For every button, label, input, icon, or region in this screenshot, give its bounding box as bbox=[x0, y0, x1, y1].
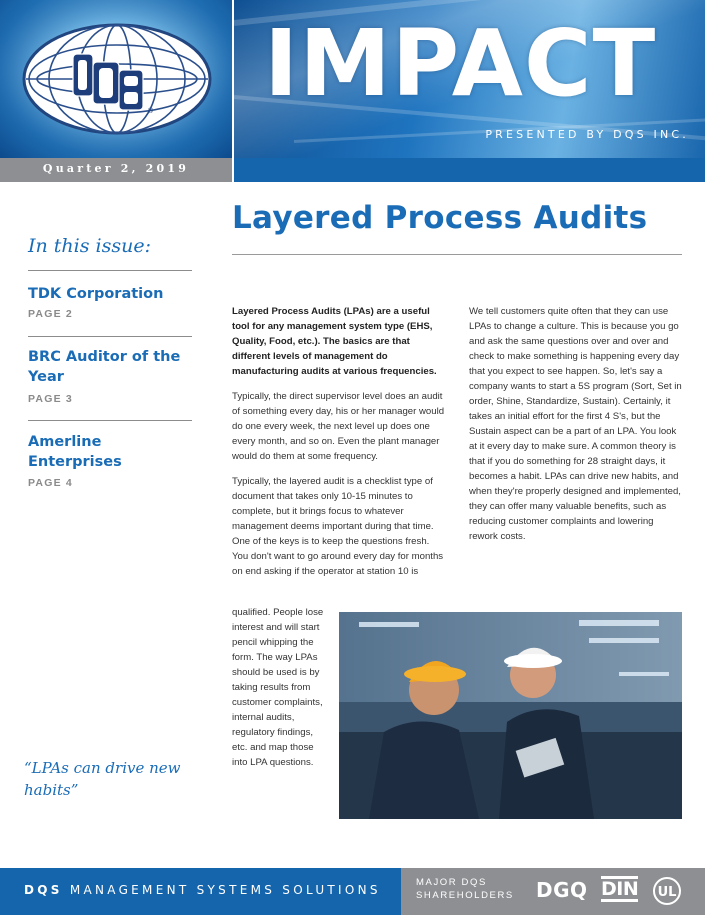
toc-item-brc[interactable]: BRC Auditor of the Year bbox=[28, 349, 181, 385]
article-column-1-wrap bbox=[232, 605, 324, 780]
article-paragraph: We tell customers quite often that they can use LPAs to change a culture. This is because you go and ask the same questions over and over and check to make something is happening every day that you expect to see happen. So, let's say a company wants to start a 5S program (Sort, Set in order, Shine, Standardize, Sustain). Certainly, it takes an initial effort for the first 4 S's, but the Sustain aspect can be a part of an LPA. You look at it every day to make sure. A common theory is that if you do something for 28 straight days, it becomes a habit. LPAs can drive new habits, and when they're properly designed and implemented, they can offer many valuable benefits, such as reducing customer complaints and lowering rework costs. bbox=[469, 306, 682, 542]
svg-text:®: ® bbox=[147, 107, 154, 115]
pull-quote: “LPAs can drive new habits” bbox=[24, 759, 181, 799]
toc-item-amerline[interactable]: Amerline Enterprises bbox=[28, 434, 122, 470]
article-paragraph: Typically, the layered audit is a checklist type of document that takes only 10-15 minutes to complete, but it brings focus to whatever management deems important during that time. One of the keys is to keep the questions fresh. You don't want to go around every day for months on end asking if the operator at station 10 is bbox=[232, 476, 444, 577]
issue-date: Quarter 2, 2019 bbox=[42, 162, 190, 175]
newsletter-subtitle: PRESENTED BY DQS INC. bbox=[485, 128, 689, 141]
engineers-photo bbox=[339, 612, 682, 819]
divider bbox=[28, 270, 192, 271]
toc-page-4: PAGE 4 bbox=[28, 477, 73, 489]
in-this-issue-heading: In this issue: bbox=[28, 235, 151, 257]
divider bbox=[28, 336, 192, 337]
article-lead-paragraph: Layered Process Audits (LPAs) are a useful tool for any management system type (EHS, Quality, Food, etc.). The basics are that different levels of management do manufacturing audits at various frequencies. bbox=[232, 306, 437, 377]
footer-brand: DQS bbox=[24, 883, 63, 897]
article-title: Layered Process Audits bbox=[232, 200, 648, 236]
article-paragraph-continued: qualified. People lose interest and will start pencil whipping the form. The way LPAs should be used is by taking results from customer complaints, internal audits, regulatory findings, etc. and map those into LPA questions. bbox=[232, 607, 324, 768]
header-accent-bar bbox=[234, 158, 705, 182]
toc-page-2: PAGE 2 bbox=[28, 308, 73, 320]
footer-tagline: MANAGEMENT SYSTEMS SOLUTIONS bbox=[69, 883, 381, 897]
masthead-title-panel bbox=[234, 0, 705, 158]
divider bbox=[28, 420, 192, 421]
engineers-with-tablet-image bbox=[339, 612, 682, 819]
din-logo: DIN bbox=[601, 878, 639, 900]
article-paragraph: Typically, the direct supervisor level does an audit of something every day, his or her manager would do one every week, the next level up does one every month, and so on. Even the plant manager would do them at some frequency. bbox=[232, 391, 445, 462]
ul-logo-text: UL bbox=[657, 885, 677, 900]
masthead-logo-panel bbox=[0, 0, 232, 158]
title-divider bbox=[232, 254, 682, 255]
newsletter-title: IMPACT bbox=[264, 10, 657, 117]
ul-logo bbox=[652, 876, 682, 911]
toc-item-tdk[interactable]: TDK Corporation bbox=[28, 286, 164, 302]
footer-slogan bbox=[24, 883, 381, 897]
toc-page-3: PAGE 3 bbox=[28, 393, 73, 405]
dqs-globe-logo bbox=[0, 0, 232, 158]
article-column-1 bbox=[232, 304, 446, 579]
dgq-logo: DGQ bbox=[536, 878, 588, 902]
shareholders-label: MAJOR DQS SHAREHOLDERS bbox=[416, 877, 514, 901]
article-column-2 bbox=[469, 304, 683, 554]
